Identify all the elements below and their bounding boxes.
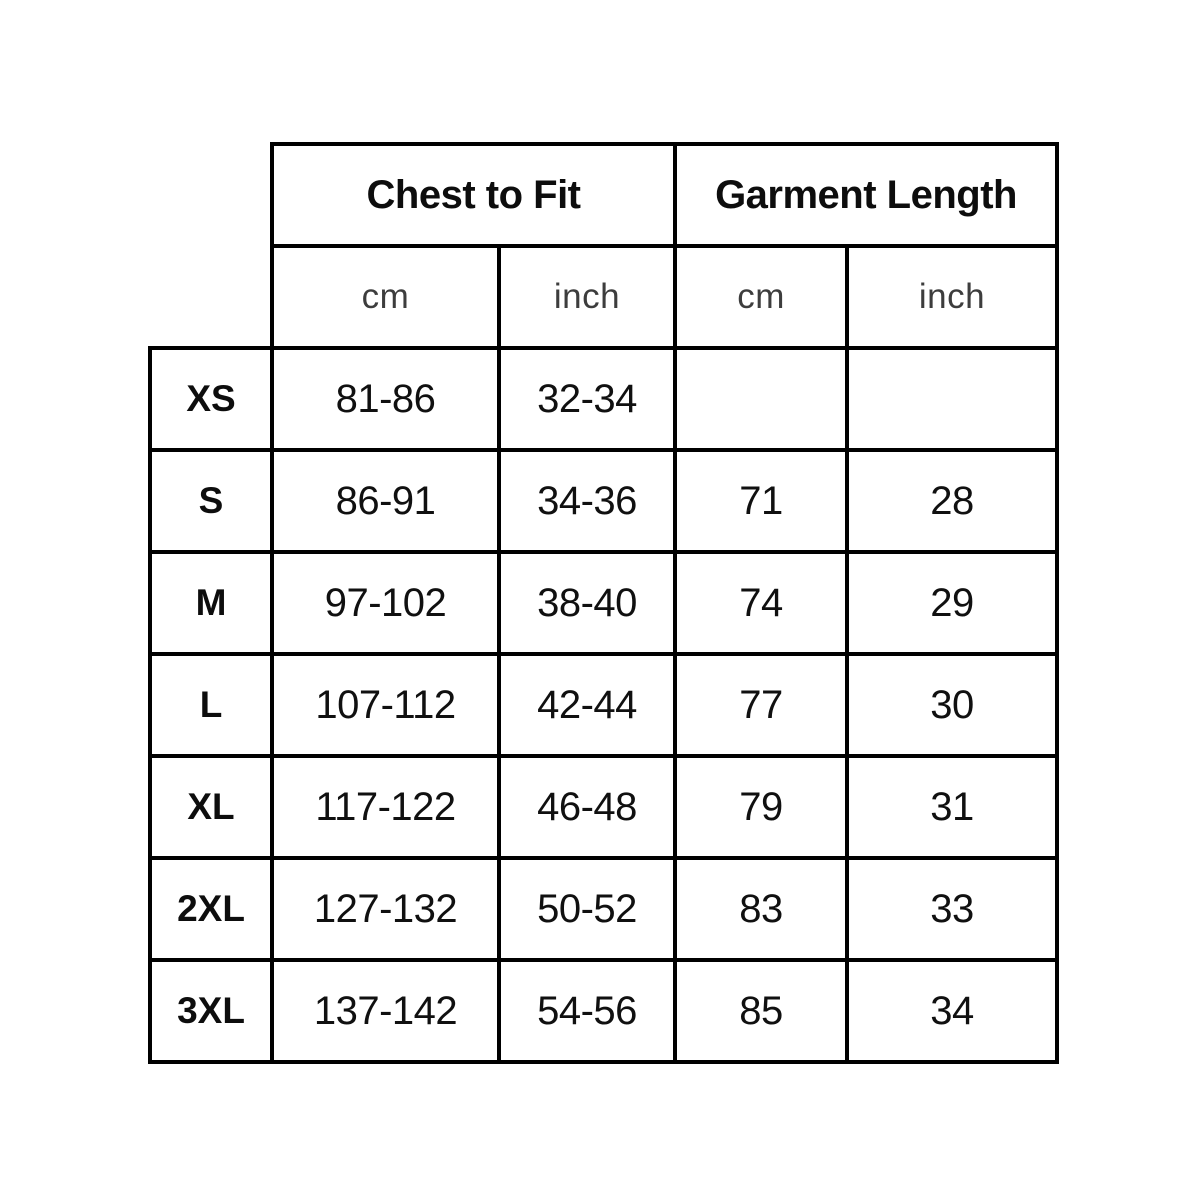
chest-cm-value: 97-102 bbox=[272, 552, 499, 654]
chest-inch-value: 42-44 bbox=[499, 654, 675, 756]
size-label: 3XL bbox=[150, 960, 272, 1062]
chest-cm-value: 86-91 bbox=[272, 450, 499, 552]
length-inch-value: 31 bbox=[847, 756, 1057, 858]
chest-cm-value: 137-142 bbox=[272, 960, 499, 1062]
table-row bbox=[150, 858, 1057, 960]
length-inch-value: 34 bbox=[847, 960, 1057, 1062]
chest-cm-value: 107-112 bbox=[272, 654, 499, 756]
size-label: S bbox=[150, 450, 272, 552]
length-cm-value bbox=[675, 348, 847, 450]
length-inch-value: 30 bbox=[847, 654, 1057, 756]
size-label: XS bbox=[150, 348, 272, 450]
blank-corner-cell bbox=[150, 144, 272, 348]
size-label: L bbox=[150, 654, 272, 756]
chest-inch-value: 50-52 bbox=[499, 858, 675, 960]
length-cm-value: 74 bbox=[675, 552, 847, 654]
size-chart-table bbox=[148, 142, 1059, 1064]
column-group-chest-to-fit: Chest to Fit bbox=[272, 144, 675, 246]
length-cm-value: 79 bbox=[675, 756, 847, 858]
length-cm-value: 83 bbox=[675, 858, 847, 960]
unit-header-length-inch: inch bbox=[847, 246, 1057, 348]
chest-inch-value: 32-34 bbox=[499, 348, 675, 450]
size-label: M bbox=[150, 552, 272, 654]
length-inch-value: 33 bbox=[847, 858, 1057, 960]
length-inch-value: 28 bbox=[847, 450, 1057, 552]
table-row bbox=[150, 450, 1057, 552]
chest-inch-value: 46-48 bbox=[499, 756, 675, 858]
unit-header-row bbox=[150, 246, 1057, 348]
size-rows bbox=[150, 348, 1057, 1062]
length-inch-value: 29 bbox=[847, 552, 1057, 654]
chest-inch-value: 54-56 bbox=[499, 960, 675, 1062]
chest-inch-value: 34-36 bbox=[499, 450, 675, 552]
unit-header-chest-inch: inch bbox=[499, 246, 675, 348]
length-inch-value bbox=[847, 348, 1057, 450]
table-row bbox=[150, 756, 1057, 858]
length-cm-value: 71 bbox=[675, 450, 847, 552]
table-row bbox=[150, 348, 1057, 450]
length-cm-value: 77 bbox=[675, 654, 847, 756]
chest-inch-value: 38-40 bbox=[499, 552, 675, 654]
size-label: 2XL bbox=[150, 858, 272, 960]
group-header-row bbox=[150, 144, 1057, 246]
table-row bbox=[150, 552, 1057, 654]
length-cm-value: 85 bbox=[675, 960, 847, 1062]
column-group-garment-length: Garment Length bbox=[675, 144, 1057, 246]
unit-header-chest-cm: cm bbox=[272, 246, 499, 348]
chest-cm-value: 81-86 bbox=[272, 348, 499, 450]
chest-cm-value: 117-122 bbox=[272, 756, 499, 858]
table-row bbox=[150, 960, 1057, 1062]
unit-header-length-cm: cm bbox=[675, 246, 847, 348]
size-label: XL bbox=[150, 756, 272, 858]
table-row bbox=[150, 654, 1057, 756]
chest-cm-value: 127-132 bbox=[272, 858, 499, 960]
